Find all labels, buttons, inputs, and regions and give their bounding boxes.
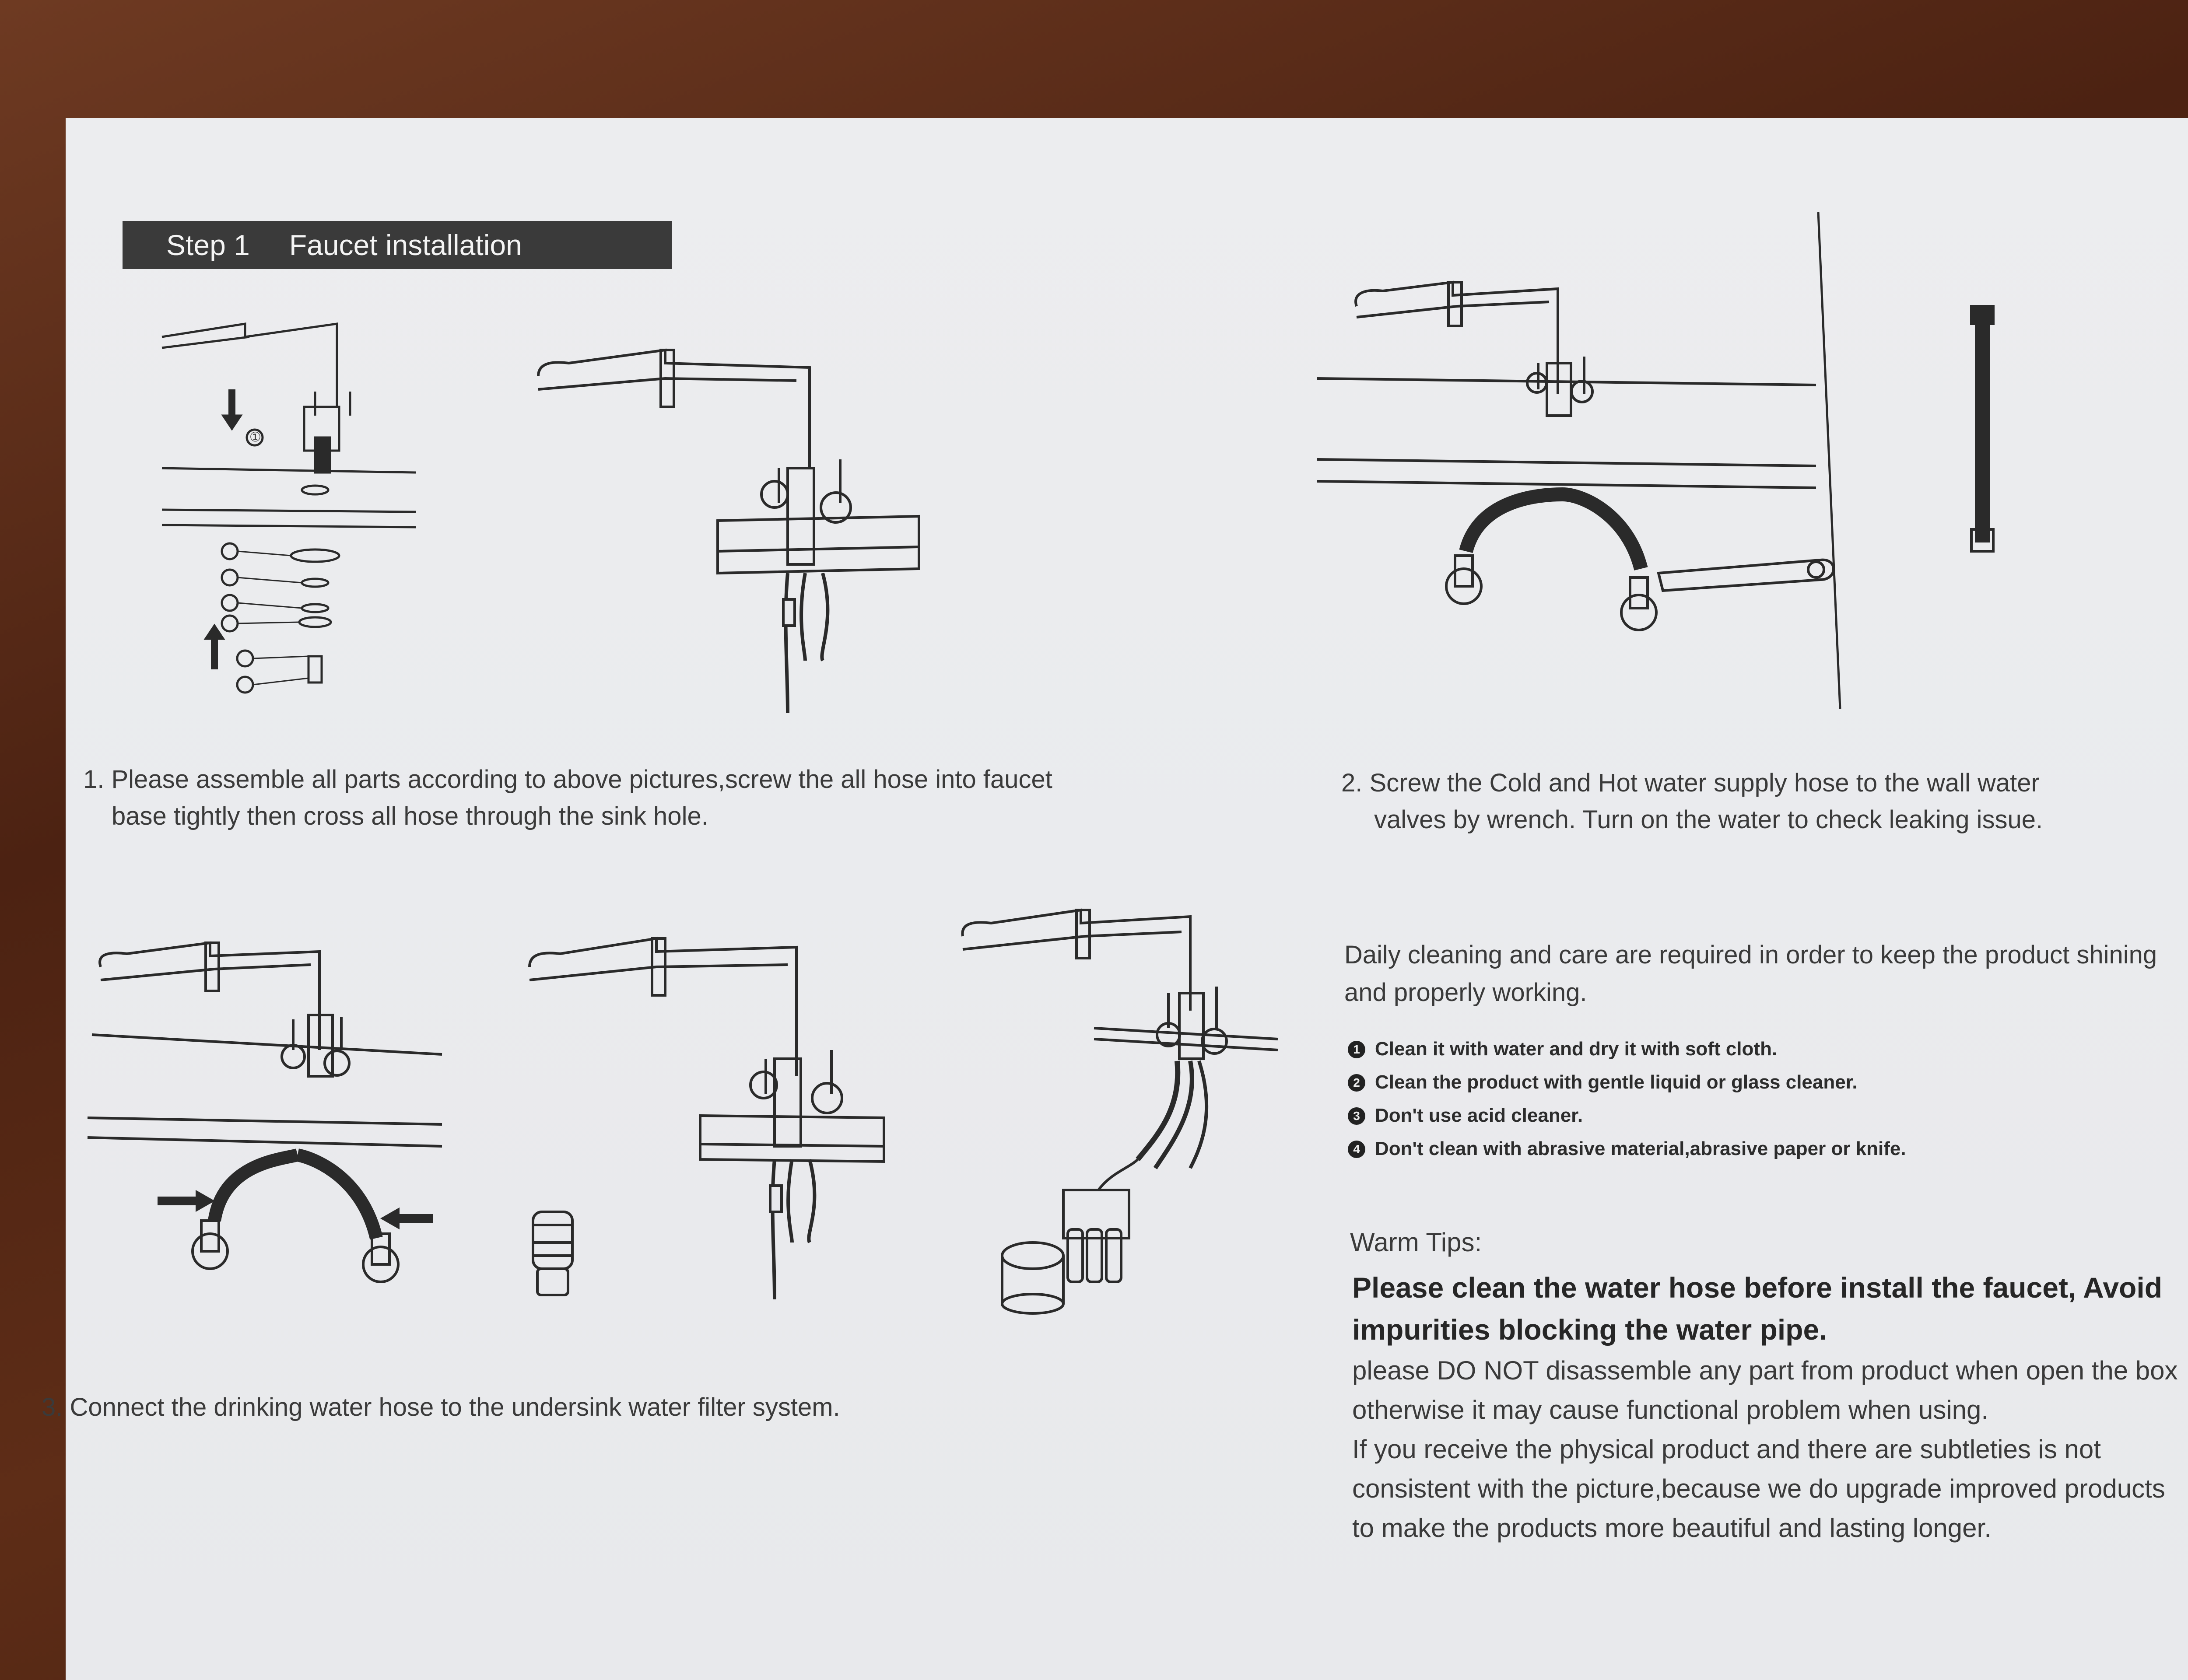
care-list <box>1348 1032 1906 1166</box>
caption-step-1-line2: base tightly then cross all hose through the sink hole. <box>112 802 708 830</box>
care-item <box>1348 1132 1906 1166</box>
care-item-text: Don't clean with abrasive material,abrasive paper or knife. <box>1375 1138 1906 1159</box>
warm-tips-bold-line1: Please clean the water hose before install the faucet, Avoid <box>1352 1271 2163 1304</box>
care-item <box>1348 1066 1906 1099</box>
warm-tips-body-line: please DO NOT disassemble any part from product when open the box <box>1352 1356 2178 1385</box>
part-label-1: ① <box>249 430 261 444</box>
warm-tips-body-line: If you receive the physical product and there are subtleties is not <box>1352 1435 2101 1464</box>
care-item-number: 4 <box>1348 1141 1365 1158</box>
warm-tips-body-line: consistent with the picture,because we do upgrade improved products <box>1352 1474 2165 1503</box>
care-item-number: 3 <box>1348 1107 1365 1125</box>
care-item <box>1348 1032 1906 1066</box>
undersink-filter-system-illustration <box>954 888 1287 1326</box>
warm-tips-body-line: to make the products more beautiful and lasting longer. <box>1352 1513 1992 1543</box>
care-item <box>1348 1099 1906 1132</box>
care-item-text: Clean the product with gentle liquid or glass cleaner. <box>1375 1071 1858 1093</box>
step-title: Faucet installation <box>289 229 522 261</box>
care-intro-line1: Daily cleaning and care are required in order to keep the product shining <box>1344 941 2157 969</box>
caption-step-2-line1: 2. Screw the Cold and Hot water supply hose to the wall water <box>1341 769 2040 797</box>
faucet-adapter-illustration <box>525 910 910 1312</box>
care-intro-line2: and properly working. <box>1344 978 1587 1007</box>
caption-step-2-line2: valves by wrench. Turn on the water to check leaking issue. <box>1374 805 2043 834</box>
exploded-parts-illustration <box>153 306 424 709</box>
warm-tips-bold-line2: impurities blocking the water pipe. <box>1352 1313 1827 1346</box>
faucet-deck-plate-illustration <box>534 337 919 722</box>
step-banner <box>123 221 672 269</box>
undersink-valves-illustration <box>83 919 451 1304</box>
care-item-text: Don't use acid cleaner. <box>1375 1105 1583 1126</box>
caption-step-1-line1: 1. Please assemble all parts according to above pictures,screw the all hose into faucet <box>83 765 1052 794</box>
warm-tips-title: Warm Tips: <box>1350 1228 1482 1257</box>
warm-tips-body-line: otherwise it may cause functional problem when using. <box>1352 1395 1989 1424</box>
care-item-number: 1 <box>1348 1041 1365 1058</box>
care-item-text: Clean it with water and dry it with soft cloth. <box>1375 1038 1778 1060</box>
step-number: Step 1 <box>166 229 250 261</box>
wall-valves-wrench-illustration <box>1313 210 2057 718</box>
caption-step-3: 3. Connect the drinking water hose to the undersink water filter system. <box>42 1393 840 1421</box>
care-item-number: 2 <box>1348 1074 1365 1092</box>
